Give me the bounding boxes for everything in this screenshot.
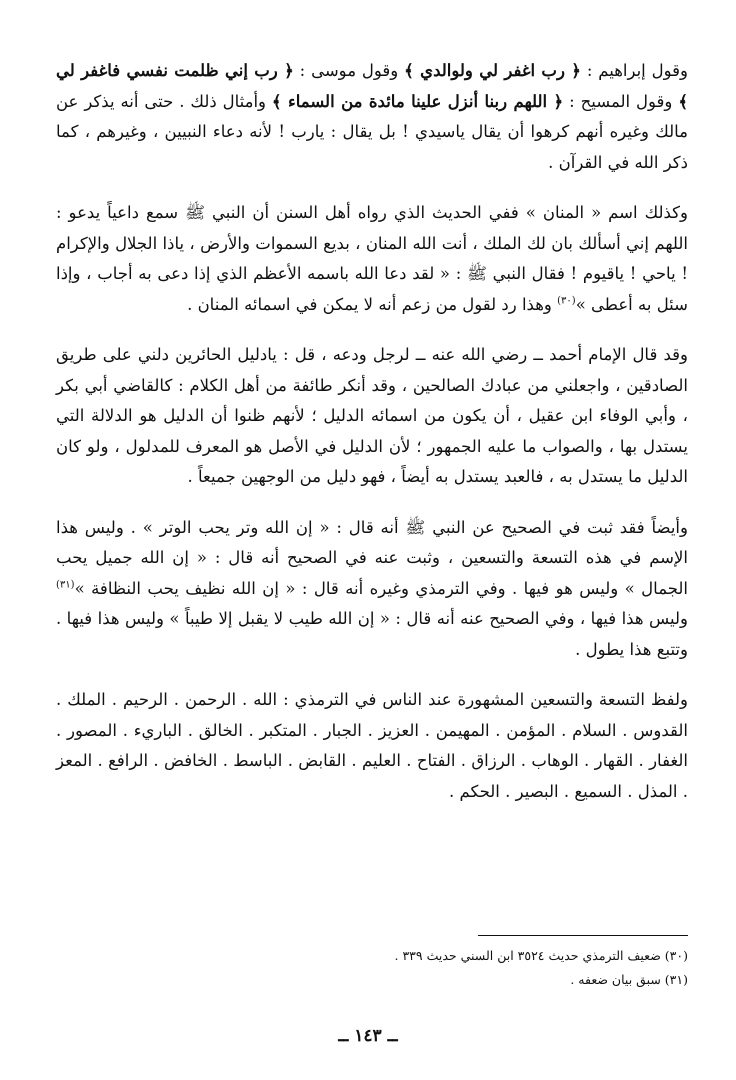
- paragraph-3: [56, 340, 688, 493]
- p4-text-after: وليس هذا فيها ، وفي الصحيح عنه أنه قال : « إن الله طيب لا يقبل إلا طيباً » وليس هذا فيها . وتتبع هذا يطول .: [56, 609, 688, 659]
- quran-verse-ibrahim: ﴿ رب اغفر لي ولوالدي ﴾: [404, 61, 581, 80]
- page-body: [56, 56, 688, 827]
- paragraph-4: [56, 513, 688, 666]
- p1-text-b: وقول موسى :: [293, 61, 405, 80]
- footnote-30: (٣٠) ضعيف الترمذي حديث ٣٥٢٤ ابن السني حديث ٣٣٩ .: [394, 948, 688, 963]
- quran-verse-maseeh: ﴿ اللهم ربنا أنزل علينا مائدة من السماء ﴾: [271, 91, 564, 111]
- p1-text-c: وقول المسيح :: [563, 91, 679, 111]
- quran-verse-musa: ﴿ رب إني ظلمت نفسي فاغفر لي ﴾: [56, 61, 688, 111]
- p2-text-after: وهذا رد لقول من زعم أنه لا يمكن في اسمائه المنان .: [187, 294, 558, 314]
- paragraph-1: [56, 56, 688, 178]
- p2-text: وكذلك اسم « المنان » ففي الحديث الذي رواه أهل السنن أن النبي ﷺ سمع داعياً يدعو : اللهم إني أسألك بان لك الملك ، أنت الله المنان ، بديع السموات والأرض ، ياذا الجلال والإكرام ! ياحي ! ياقيوم ! فقال النبي ﷺ : « لقد دعا الله باسمه الأعظم الذي إذا دعى به أجاب ، وإذا سئل به أعطى »: [56, 203, 688, 314]
- footnote-31: (٣١) سبق بيان ضعفه .: [570, 972, 688, 987]
- p3-text: وقد قال الإمام أحمد ــ رضي الله عنه ــ لرجل ودعه ، قل : يادليل الحائرين دلني على طريق الصادقين ، واجعلني من عبادك الصالحين ، وقد أنكر طائفة من أهل الكلام : كالقاضي أبي بكر ، وأبي الوفاء ابن عقيل ، أن يكون من اسمائه الدليل ؛ لأنهم ظنوا أن الدليل هو الدلالة التي يستدل بها ، والصواب ما عليه الجمهور ؛ لأن الدليل في الأصل هو المعرف للمدلول ، ولو كان الدليل ما يستدل به ، فالعبد يستدل به أيضاً ، فهو دليل من الوجهين جميعاً .: [56, 345, 688, 486]
- footnote-divider: [478, 935, 688, 936]
- page-number: ــ ١٤٣ ــ: [338, 1026, 398, 1046]
- p1-text-d: وأمثال ذلك . حتى أنه يذكر عن مالك وغيره أنهم كرهوا أن يقال ياسيدي ! بل يقال : يارب ! لأنه دعاء النبيين ، وغيرهم ، كما ذكر الله في القرآن .: [56, 91, 688, 172]
- p1-text-a: وقول إبراهيم :: [580, 61, 688, 80]
- paragraph-2: [56, 198, 688, 320]
- p4-text: وأيضاً فقد ثبت في الصحيح عن النبي ﷺ أنه قال : « إن الله وتر يحب الوتر » . وليس هذا الإسم في هذه التسعة والتسعين ، وثبت عنه في الصحيح أنه قال : « إن الله جميل يحب الجمال » وليس هو فيها . وفي الترمذي وغيره أنه قال : « إن الله نظيف يحب النظافة »: [56, 517, 688, 598]
- footnote-ref-30[interactable]: (٣٠): [557, 295, 576, 306]
- paragraph-5: [56, 685, 688, 807]
- footnotes: [88, 944, 688, 992]
- p5-text: ولفظ التسعة والتسعين المشهورة عند الناس في الترمذي : الله . الرحمن . الرحيم . الملك . القدوس . السلام . المؤمن . المهيمن . العزيز . الجبار . المتكبر . الخالق . الباريء . المصور . الغفار . القهار . الوهاب . الرزاق . الفتاح . العليم . القابض . الباسط . الخافض . الرافع . المعز . المذل . السميع . البصير . الحكم .: [56, 690, 688, 801]
- footnote-ref-31[interactable]: (٣١): [56, 579, 75, 590]
